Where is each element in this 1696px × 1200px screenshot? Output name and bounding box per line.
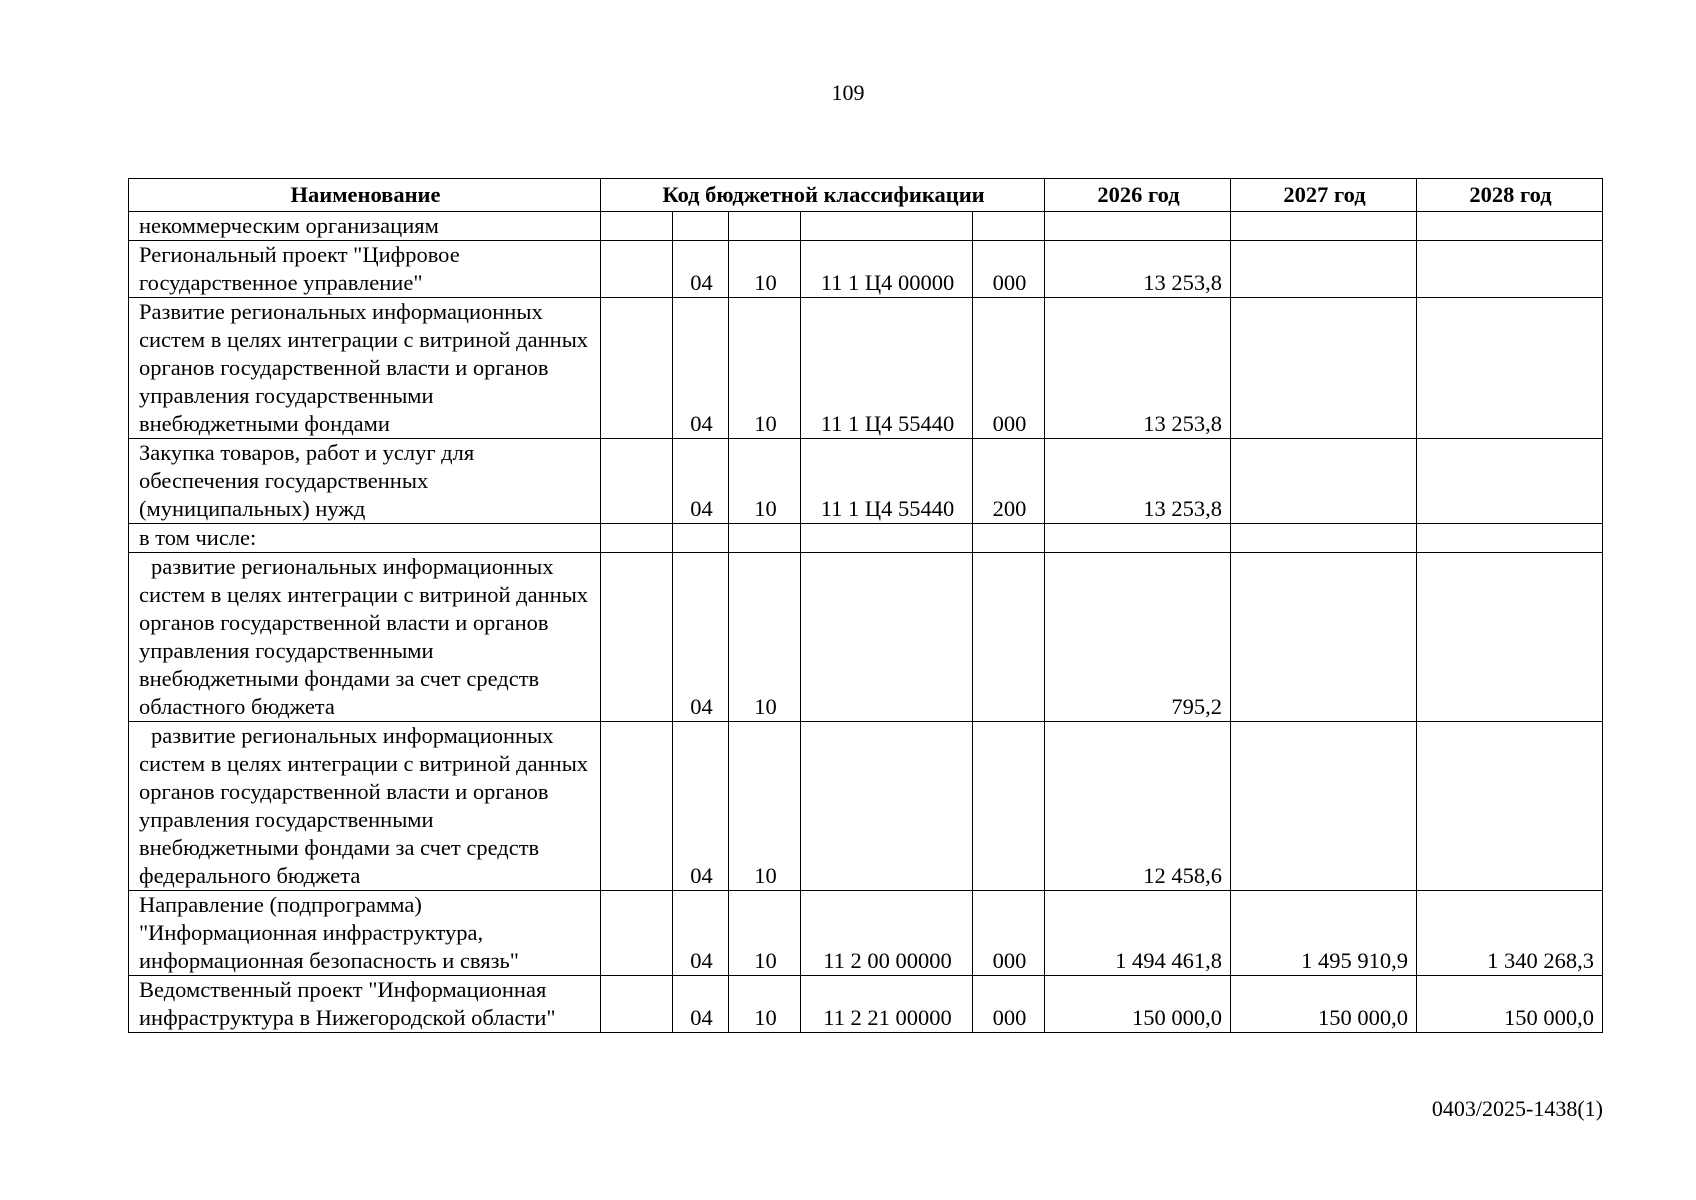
table-row	[129, 439, 1603, 524]
code-cell: 11 2 00 00000	[801, 891, 973, 976]
code-cell: 04	[673, 553, 729, 722]
header-2026: 2026 год	[1045, 179, 1231, 212]
value-2028	[1417, 439, 1603, 524]
code-cell: 000	[973, 976, 1045, 1033]
code-cell	[601, 524, 673, 553]
budget-table	[128, 178, 1603, 1033]
code-cell	[801, 212, 973, 241]
value-2028	[1417, 553, 1603, 722]
table-row	[129, 241, 1603, 298]
table-row	[129, 524, 1603, 553]
value-2027	[1231, 212, 1417, 241]
code-cell	[601, 553, 673, 722]
table-row	[129, 722, 1603, 891]
code-cell: 04	[673, 891, 729, 976]
document-code: 0403/2025-1438(1)	[1431, 1096, 1603, 1121]
code-cell: 04	[673, 976, 729, 1033]
code-cell: 10	[729, 241, 801, 298]
value-2028	[1417, 722, 1603, 891]
code-cell	[673, 212, 729, 241]
value-2027: 150 000,0	[1231, 976, 1417, 1033]
row-name: в том числе:	[129, 524, 601, 553]
code-cell	[973, 553, 1045, 722]
code-cell	[729, 524, 801, 553]
table-header-row	[129, 179, 1603, 212]
code-cell: 11 1 Ц4 00000	[801, 241, 973, 298]
code-cell: 04	[673, 439, 729, 524]
value-2027	[1231, 298, 1417, 439]
value-2028: 150 000,0	[1417, 976, 1603, 1033]
code-cell	[601, 976, 673, 1033]
header-2028: 2028 год	[1417, 179, 1603, 212]
code-cell: 10	[729, 891, 801, 976]
value-2026	[1045, 212, 1231, 241]
code-cell: 200	[973, 439, 1045, 524]
table-row	[129, 298, 1603, 439]
row-name: развитие региональных информационных систем в целях интеграции с витриной данных органов государственной власти и органов управления государственными внебюджетными фондами за счет средств областного бюджета	[129, 553, 601, 722]
value-2026	[1045, 524, 1231, 553]
code-cell: 000	[973, 241, 1045, 298]
value-2026: 12 458,6	[1045, 722, 1231, 891]
row-name: некоммерческим организациям	[129, 212, 601, 241]
table-row	[129, 553, 1603, 722]
code-cell: 11 1 Ц4 55440	[801, 298, 973, 439]
table-row	[129, 212, 1603, 241]
value-2027	[1231, 241, 1417, 298]
code-cell	[801, 553, 973, 722]
value-2026: 795,2	[1045, 553, 1231, 722]
value-2028	[1417, 298, 1603, 439]
code-cell	[601, 298, 673, 439]
code-cell: 10	[729, 553, 801, 722]
code-cell: 10	[729, 722, 801, 891]
value-2026: 13 253,8	[1045, 298, 1231, 439]
code-cell: 10	[729, 439, 801, 524]
code-cell	[601, 891, 673, 976]
value-2026: 150 000,0	[1045, 976, 1231, 1033]
code-cell	[801, 524, 973, 553]
header-code: Код бюджетной классификации	[601, 179, 1045, 212]
value-2026: 13 253,8	[1045, 439, 1231, 524]
code-cell	[601, 241, 673, 298]
code-cell	[673, 524, 729, 553]
row-name: развитие региональных информационных систем в целях интеграции с витриной данных органов государственной власти и органов управления государственными внебюджетными фондами за счет средств федерального бюджета	[129, 722, 601, 891]
code-cell	[973, 212, 1045, 241]
table-row	[129, 976, 1603, 1033]
value-2027	[1231, 524, 1417, 553]
code-cell: 11 1 Ц4 55440	[801, 439, 973, 524]
value-2028	[1417, 212, 1603, 241]
value-2027: 1 495 910,9	[1231, 891, 1417, 976]
value-2027	[1231, 439, 1417, 524]
code-cell	[973, 524, 1045, 553]
code-cell: 04	[673, 722, 729, 891]
value-2028	[1417, 241, 1603, 298]
code-cell	[601, 722, 673, 891]
row-name: Направление (подпрограмма) "Информационная инфраструктура, информационная безопасность и связь"	[129, 891, 601, 976]
value-2027	[1231, 553, 1417, 722]
header-2027: 2027 год	[1231, 179, 1417, 212]
row-name: Закупка товаров, работ и услуг для обеспечения государственных (муниципальных) нужд	[129, 439, 601, 524]
code-cell	[601, 212, 673, 241]
row-name: Региональный проект "Цифровое государственное управление"	[129, 241, 601, 298]
row-name: Ведомственный проект "Информационная инфраструктура в Нижегородской области"	[129, 976, 601, 1033]
value-2028	[1417, 524, 1603, 553]
table-row	[129, 891, 1603, 976]
code-cell: 000	[973, 891, 1045, 976]
value-2026: 1 494 461,8	[1045, 891, 1231, 976]
code-cell	[729, 212, 801, 241]
value-2027	[1231, 722, 1417, 891]
code-cell: 11 2 21 00000	[801, 976, 973, 1033]
code-cell	[801, 722, 973, 891]
code-cell: 10	[729, 298, 801, 439]
row-name: Развитие региональных информационных систем в целях интеграции с витриной данных органов государственной власти и органов управления государственными внебюджетными фондами	[129, 298, 601, 439]
header-name: Наименование	[129, 179, 601, 212]
code-cell	[601, 439, 673, 524]
code-cell: 04	[673, 298, 729, 439]
code-cell	[973, 722, 1045, 891]
code-cell: 04	[673, 241, 729, 298]
code-cell: 000	[973, 298, 1045, 439]
value-2026: 13 253,8	[1045, 241, 1231, 298]
code-cell: 10	[729, 976, 801, 1033]
page-number: 109	[831, 80, 865, 105]
value-2028: 1 340 268,3	[1417, 891, 1603, 976]
